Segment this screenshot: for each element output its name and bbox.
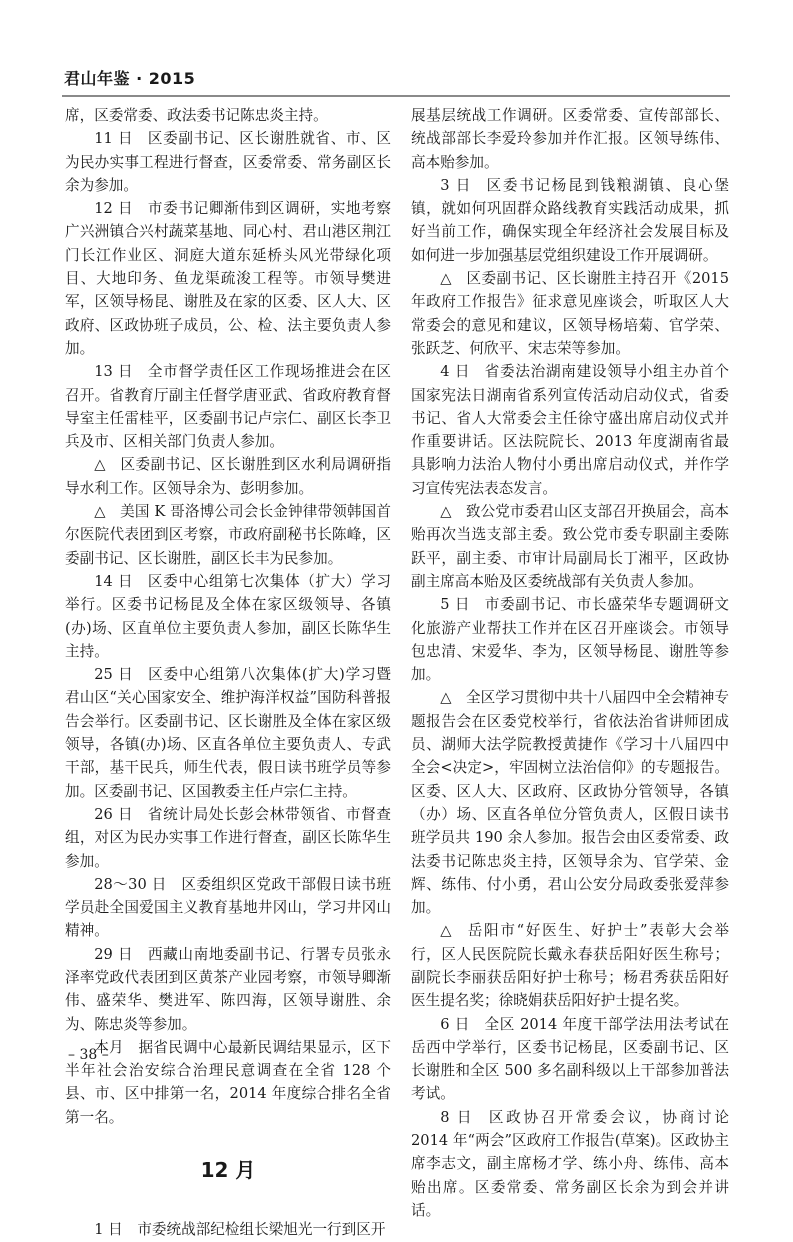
entry-date: 13 日: [94, 363, 134, 381]
entry-date: 11 日: [94, 130, 134, 148]
entry-text: 据省民调中心最新民调结果显示，区下半年社会治安综合治理民意调查在全省 128 个县、市、区中排第一名，2014 年度综合排名全省第一名。: [65, 1038, 391, 1126]
entry-date: 8 日: [440, 1108, 475, 1126]
right-column: [411, 104, 729, 1222]
entry-paragraph: [65, 197, 391, 360]
entry-date: △: [440, 503, 452, 521]
entry-text: 美国 K 哥洛博公司会长金钟律带领韩国首尔医院代表团到区考察，市政府副秘书长陈峰，区委副书记、区长谢胜，副区长丰为民参加。: [65, 503, 391, 567]
entry-date: 本月: [94, 1038, 124, 1056]
entry-paragraph: [411, 500, 729, 593]
entry-text: 区委副书记、区长谢胜到区水利局调研指导水利工作。区领导余为、彭明参加。: [65, 456, 391, 497]
entry-paragraph: [411, 267, 729, 360]
entry-paragraph: [411, 919, 729, 1012]
entry-paragraph: [411, 174, 729, 267]
entry-text: 省委法治湖南建设领导小组主办首个国家宪法日湖南省系列宣传活动启动仪式，省委书记、省人大常委会主任徐守盛出席启动仪式并作重要讲话。区法院院长、2013 年度湖南省最具影响力法治人物付小勇出席启动仪式，并作学习宣传宪法表态发言。: [411, 363, 729, 497]
entry-date: 6 日: [440, 1015, 470, 1033]
entry-date: △: [440, 270, 452, 288]
continued-paragraph: 展基层统战工作调研。区委常委、宣传部部长、统战部部长李爱玲参加并作汇报。区领导练伟、高本贻参加。: [411, 107, 729, 171]
entry-date: 1 日: [94, 1221, 123, 1239]
entry-text: 区委中心组第八次集体(扩大)学习暨君山区“关心国家安全、维护海洋权益”国防科普报告会举行。区委副书记、区长谢胜及全体在家区级领导，各镇(办)场、区直各单位主要负责人、专武干部，基干民兵，师生代表，假日读书班学员等参加。区委副书记、区国教委主任卢宗仁主持。: [65, 666, 391, 800]
entry-text: 区政协召开常委会议，协商讨论 2014 年“两会”区政府工作报告(草案)。区政协主席李志文，副主席杨才学、练小舟、练伟、高本贻出席。区委常委、常务副区长余为到会并讲话。: [411, 1108, 729, 1219]
entry-text: 区委副书记、区长谢胜主持召开《2015 年政府工作报告》征求意见座谈会，听取区人大常委会的意见和建议，区领导杨培菊、官学荣、张跃芝、何欣平、宋志荣等参加。: [411, 270, 729, 357]
right-entries: [411, 174, 729, 1222]
entry-paragraph: [65, 943, 391, 1036]
left-column: [65, 104, 391, 1242]
entry-date: 14 日: [94, 572, 134, 590]
month-heading: 12 月: [200, 1158, 256, 1183]
entry-paragraph: [65, 360, 391, 453]
header-rule: [62, 95, 730, 97]
entry-text: 区委书记杨昆到钱粮湖镇、良心堡镇，就如何巩固群众路线教育实践活动成果，抓好当前工作，确保实现全年经济社会发展目标及如何进一步加强基层党组织建设工作开展调研。: [411, 176, 729, 264]
entry-text: 市委统战部纪检组长梁旭光一行到区开: [137, 1221, 386, 1239]
entry-date: △: [440, 689, 452, 707]
entry-text: 致公党市委君山区支部召开换届会，高本贻再次当选支部主委。致公党市委专职副主委陈跃平，副主委、市审计局副局长丁湘平，区政协副主席高本贻及区委统战部有关负责人参加。: [411, 503, 729, 590]
running-header: 君山年鉴 · 2015: [64, 69, 196, 88]
entry-date: △: [94, 503, 106, 521]
entry-text: 区委组织区党政干部假日读书班学员赴全国爱国主义教育基地井冈山，学习井冈山精神。: [65, 875, 391, 940]
entry-text: 西藏山南地委副书记、行署专员张永泽率党政代表团到区黄茶产业园考察，市领导卿渐伟、盛荣华、樊进军、陈四海，区领导谢胜、余为、陈忠炎等参加。: [65, 945, 391, 1033]
entry-paragraph: [65, 803, 391, 873]
entry-paragraph: [411, 360, 729, 500]
entry-paragraph: [65, 1036, 391, 1129]
entry-date: 28～30 日: [94, 875, 167, 893]
entry-date: 5 日: [440, 596, 471, 614]
entry-paragraph: [411, 686, 729, 919]
continued-paragraph: 席，区委常委、政法委书记陈忠炎主持。: [65, 107, 328, 124]
entry-date: 29 日: [94, 945, 134, 963]
entry-text: 全区学习贯彻中共十八届四中全会精神专题报告会在区委党校举行，省依法治省讲师团成员、湖师大法学院教授黄捷作《学习十八届四中全会<决定>，牢固树立法治信仰》的专题报告。区委、区人大、区政府、区政协分管领导，各镇（办）场、区直各单位分管负责人，区假日读书班学员共 190 余人参加。报告会由区委常委、政法委书记陈忠炎主持，区领导余为、官学荣、金辉、练伟、付小勇，君山公安分局政委张爱萍参加。: [411, 689, 729, 917]
entry-paragraph: [65, 570, 391, 663]
entry-date: △: [94, 456, 106, 474]
entry-date: △: [440, 922, 454, 940]
entry-date: 25 日: [94, 666, 134, 684]
entry-paragraph: [65, 1218, 391, 1241]
entry-paragraph: [65, 127, 391, 197]
entry-paragraph: [411, 593, 729, 686]
entry-text: 全市督学责任区工作现场推进会在区召开。省教育厅副主任督学唐亚武、省政府教育督导室主任雷桂平，区委副书记卢宗仁、副区长李卫兵及市、区相关部门负责人参加。: [65, 363, 391, 451]
entry-paragraph: [65, 663, 391, 803]
entry-date: 3 日: [440, 176, 473, 194]
entry-text: 区委副书记、区长谢胜就省、市、区为民办实事工程进行督查，区委常委、常务副区长余为参加。: [65, 130, 391, 194]
entry-paragraph: [65, 873, 391, 943]
page-number: – 38 –: [68, 1047, 109, 1063]
entry-paragraph: [65, 453, 391, 500]
entry-text: 市委书记卿渐伟到区调研，实地考察广兴洲镇合兴村蔬菜基地、同心村、君山港区荆江门长江作业区、洞庭大道东延桥头风光带绿化项目、大地印务、鱼龙渠疏浚工程等。市领导樊进军，区领导杨昆、谢胜及在家的区委、区人大、区政府、区政协班子成员，公、检、法主要负责人参加。: [65, 200, 391, 357]
entry-paragraph: [411, 1013, 729, 1106]
entry-date: 12 日: [94, 200, 134, 218]
left-entries: [65, 127, 391, 1129]
entry-paragraph: [65, 500, 391, 570]
entry-text: 省统计局处长彭会林带领省、市督查组，对区为民办实事工作进行督查，副区长陈华生参加。: [65, 805, 391, 870]
entry-text: 全区 2014 年度干部学法用法考试在岳西中学举行，区委书记杨昆，区委副书记、区长谢胜和全区 500 多名副科级以上干部参加普法考试。: [411, 1015, 729, 1103]
entry-paragraph: [411, 1106, 729, 1222]
entry-text: 区委中心组第七次集体（扩大）学习举行。区委书记杨昆及全体在家区级领导、各镇(办)场、区直单位主要负责人参加，副区长陈华生主持。: [65, 572, 391, 660]
entry-text: 岳阳市“好医生、好护士”表彰大会举行，区人民医院院长戴永春获岳阳好医生称号；副院长李丽获岳阳好护士称号；杨君秀获岳阳好医生提名奖；徐晓娟获岳阳好护士提名奖。: [411, 922, 729, 1010]
entry-date: 26 日: [94, 805, 134, 823]
entry-date: 4 日: [440, 363, 471, 381]
entry-text: 市委副书记、市长盛荣华专题调研文化旅游产业帮扶工作并在区召开座谈会。市领导包忠清、宋爱华、李为，区领导杨昆、谢胜等参加。: [411, 596, 729, 684]
